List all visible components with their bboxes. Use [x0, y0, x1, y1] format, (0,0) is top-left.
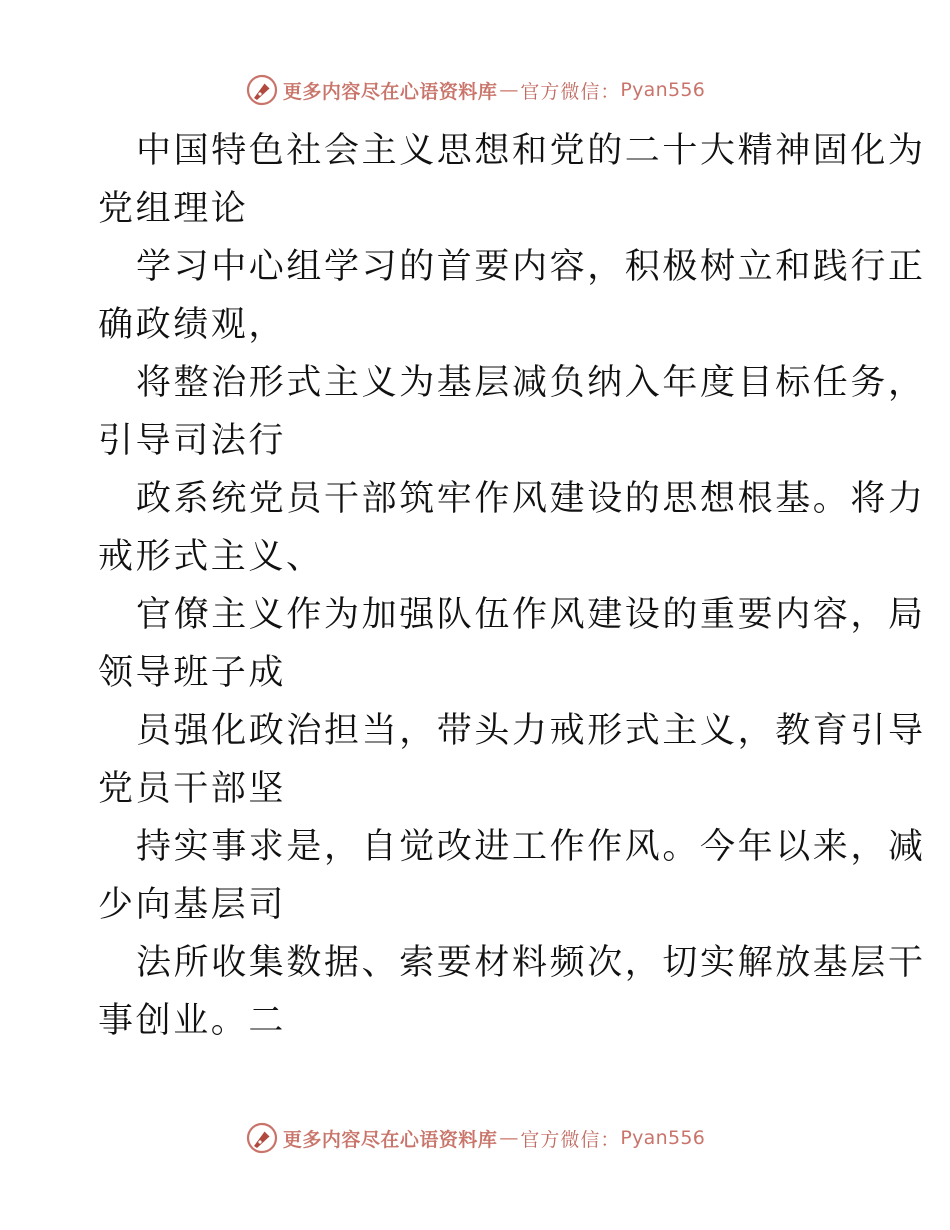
watermark-separator: —	[499, 1127, 519, 1149]
body-line: 学习中心组学习的首要内容，积极树立和践行正	[136, 247, 926, 287]
body-line: 领导班子成	[98, 653, 287, 693]
body-line: 少向基层司	[98, 885, 287, 925]
watermark-id: Pyan556	[620, 1127, 706, 1149]
body-line: 确政绩观，	[98, 305, 287, 345]
watermark-id: Pyan556	[620, 79, 706, 101]
body-line: 党员干部坚	[98, 769, 287, 809]
footer-watermark	[0, 1118, 950, 1158]
body-line: 法所收集数据、索要材料频次，切实解放基层干	[136, 943, 926, 983]
pen-nib-icon	[245, 1121, 279, 1155]
header-watermark	[0, 70, 950, 110]
body-line: 戒形式主义、	[98, 537, 324, 577]
document-body	[98, 122, 926, 1050]
watermark-label: 官方微信：	[520, 80, 621, 103]
body-line: 持实事求是，自觉改进工作作风。今年以来，减	[136, 827, 926, 867]
body-line: 政系统党员干部筑牢作风建设的思想根基。将力	[136, 479, 926, 519]
body-line: 事创业。二	[98, 1001, 287, 1041]
pen-nib-icon	[245, 73, 279, 107]
watermark-label: 官方微信：	[520, 1128, 621, 1151]
watermark-brand: 更多内容尽在心语资料库	[282, 80, 498, 103]
body-line: 中国特色社会主义思想和党的二十大精神固化为	[136, 131, 926, 171]
watermark-brand: 更多内容尽在心语资料库	[282, 1128, 498, 1151]
body-line: 党组理论	[98, 189, 249, 229]
body-line: 官僚主义作为加强队伍作风建设的重要内容，局	[136, 595, 926, 635]
body-line: 将整治形式主义为基层减负纳入年度目标任务，	[136, 363, 926, 403]
watermark-separator: —	[499, 79, 519, 101]
body-line: 引导司法行	[98, 421, 287, 461]
body-line: 员强化政治担当，带头力戒形式主义，教育引导	[136, 711, 926, 751]
